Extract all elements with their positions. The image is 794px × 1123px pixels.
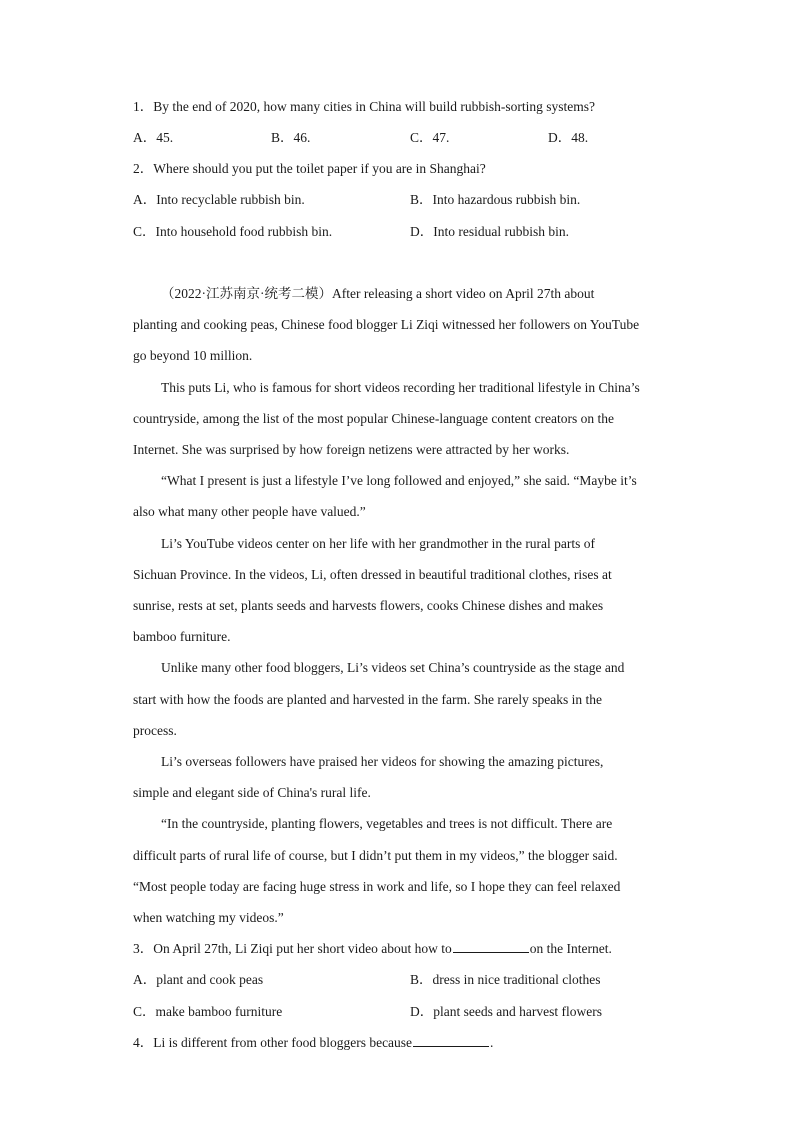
passage-p7-line-2: difficult parts of rural life of course, but I didn’t put them in my videos,” the blogger said. <box>133 848 618 863</box>
passage-p6-line-1: Li’s overseas followers have praised her videos for showing the amazing pictures, <box>161 754 604 769</box>
passage-p5-line-2: start with how the foods are planted and harvested in the farm. She rarely speaks in the <box>133 692 602 707</box>
passage-p5-line-1: Unlike many other food bloggers, Li’s videos set China’s countryside as the stage and <box>161 660 625 675</box>
passage-p4-line-1: Li’s YouTube videos center on her life with her grandmother in the rural parts of <box>161 536 596 551</box>
passage-p1-line-1: （2022·江苏南京·统考二模）After releasing a short video on April 27th about <box>161 286 595 301</box>
passage-p7-line-1: “In the countryside, planting flowers, vegetables and trees is not difficult. There are <box>161 816 613 831</box>
question-1-stem: 1．By the end of 2020, how many cities in China will build rubbish-sorting systems? <box>133 99 595 114</box>
passage-p4-line-4: bamboo furniture. <box>133 629 231 644</box>
question-2-stem: 2．Where should you put the toilet paper if you are in Shanghai? <box>133 161 486 176</box>
passage-p7-line-4: when watching my videos.” <box>133 910 284 925</box>
q4-stem-before: 4．Li is different from other food bloggers because <box>133 1035 413 1050</box>
passage-p2-line-1: This puts Li, who is famous for short videos recording her traditional lifestyle in China’s <box>161 380 640 395</box>
passage-p2-line-3: Internet. She was surprised by how foreign netizens were attracted by her works. <box>133 442 570 457</box>
q2-option-c: C．Into household food rubbish bin. <box>133 224 333 239</box>
q3-option-d: D．plant seeds and harvest flowers <box>410 1004 602 1019</box>
q4-answer-blank <box>413 1034 489 1047</box>
q3-option-a: A．plant and cook peas <box>133 972 264 987</box>
question-4-stem <box>133 1034 493 1052</box>
passage-p4-line-2: Sichuan Province. In the videos, Li, often dressed in beautiful traditional clothes, rises at <box>133 567 612 582</box>
q2-option-d: D．Into residual rubbish bin. <box>410 224 569 239</box>
passage-p2-line-2: countryside, among the list of the most popular Chinese-language content creators on the <box>133 411 614 426</box>
q4-stem-after: . <box>490 1035 494 1050</box>
q1-option-b: B．46. <box>271 130 311 145</box>
q3-option-b: B．dress in nice traditional clothes <box>410 972 601 987</box>
passage-p3-line-2: also what many other people have valued.” <box>133 504 366 519</box>
passage-p6-line-2: simple and elegant side of China's rural life. <box>133 785 371 800</box>
q1-option-c: C．47. <box>410 130 450 145</box>
passage-p3-line-1: “What I present is just a lifestyle I’ve long followed and enjoyed,” she said. “Maybe it’s <box>161 473 637 488</box>
q3-stem-after: on the Internet. <box>529 941 612 956</box>
q3-option-c: C．make bamboo furniture <box>133 1004 283 1019</box>
q3-stem-before: 3．On April 27th, Li Ziqi put her short video about how to <box>133 941 452 956</box>
q3-answer-blank <box>453 940 529 953</box>
q2-option-b: B．Into hazardous rubbish bin. <box>410 192 581 207</box>
passage-p5-line-3: process. <box>133 723 177 738</box>
passage-p4-line-3: sunrise, rests at set, plants seeds and harvests flowers, cooks Chinese dishes and makes <box>133 598 604 613</box>
q1-option-a: A．45. <box>133 130 174 145</box>
q2-option-a: A．Into recyclable rubbish bin. <box>133 192 305 207</box>
passage-p1-line-2: planting and cooking peas, Chinese food blogger Li Ziqi witnessed her followers on YouTube <box>133 317 640 332</box>
passage-p1-line-3: go beyond 10 million. <box>133 348 253 363</box>
question-3-stem <box>133 940 612 958</box>
q1-option-d: D．48. <box>548 130 589 145</box>
passage-p7-line-3: “Most people today are facing huge stress in work and life, so I hope they can feel relaxed <box>133 879 621 894</box>
